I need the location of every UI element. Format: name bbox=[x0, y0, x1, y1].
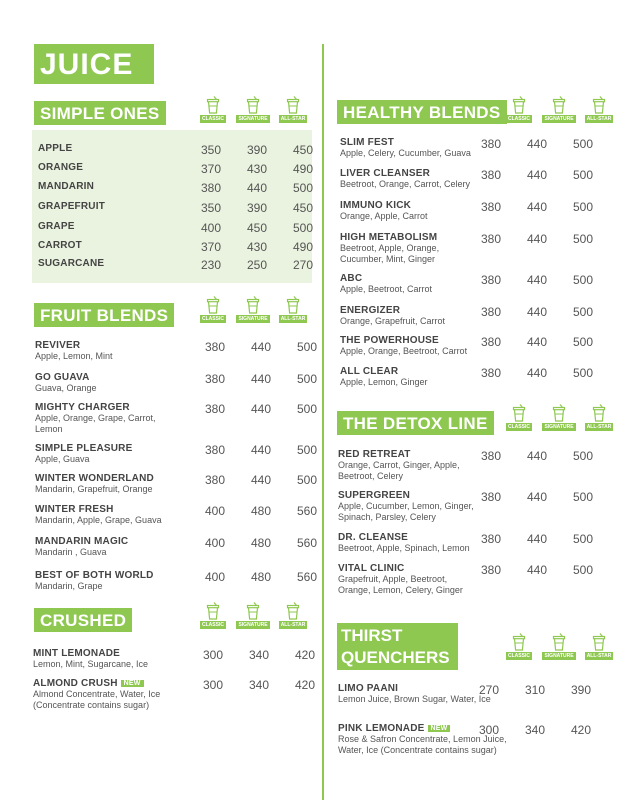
item-name-wrap bbox=[338, 532, 478, 543]
price-classic: 380 bbox=[480, 490, 502, 504]
price-signature: 440 bbox=[526, 532, 548, 546]
price-classic: 400 bbox=[200, 221, 222, 235]
cup-label: CLASSIC bbox=[202, 316, 224, 322]
item-name: SLIM FEST bbox=[340, 137, 395, 148]
price-signature: 480 bbox=[250, 504, 272, 518]
item-description: Mandarin, Grapefruit, Orange bbox=[35, 484, 153, 494]
item-prices bbox=[468, 137, 606, 151]
classic-cup-icon bbox=[501, 404, 537, 431]
price-all-star: 420 bbox=[570, 723, 592, 737]
section-title-crushed: CRUSHED bbox=[34, 608, 132, 632]
cup-icons bbox=[501, 96, 621, 123]
price-signature: 440 bbox=[526, 305, 548, 319]
item-name: LIMO PAANI bbox=[338, 683, 399, 694]
price-all-star: 500 bbox=[572, 563, 594, 577]
cup-icons bbox=[195, 96, 315, 123]
price-classic: 380 bbox=[480, 305, 502, 319]
price-classic: 400 bbox=[204, 504, 226, 518]
menu-item bbox=[38, 162, 314, 176]
price-signature: 440 bbox=[526, 273, 548, 287]
cup-icons bbox=[501, 404, 621, 431]
item-prices bbox=[468, 168, 606, 182]
cup-label: ALL-STAR bbox=[586, 116, 612, 122]
price-signature: 440 bbox=[250, 473, 272, 487]
item-description: Apple, Beetroot, Carrot bbox=[340, 284, 433, 294]
item-description: Guava, Orange bbox=[35, 383, 97, 393]
price-signature: 440 bbox=[526, 137, 548, 151]
item-prices bbox=[192, 536, 330, 550]
all-star-cup-icon bbox=[581, 404, 617, 431]
item-description: Mandarin, Apple, Grape, Guava bbox=[35, 515, 162, 525]
price-signature: 430 bbox=[246, 240, 268, 254]
price-signature: 440 bbox=[250, 340, 272, 354]
item-name-wrap bbox=[340, 335, 480, 346]
section-title-thirst-quenchers bbox=[337, 623, 458, 670]
price-signature: 340 bbox=[248, 678, 270, 692]
cup-label: SIGNATURE bbox=[238, 316, 268, 322]
item-description: Apple, Lemon, Mint bbox=[35, 351, 113, 361]
cup-label: SIGNATURE bbox=[238, 622, 268, 628]
menu-item bbox=[35, 372, 318, 394]
item-name-wrap bbox=[35, 570, 175, 581]
item-description: Apple, Lemon, Ginger bbox=[340, 377, 428, 387]
cup-icons bbox=[195, 602, 315, 629]
item-name: WINTER FRESH bbox=[35, 504, 114, 515]
signature-cup-icon bbox=[235, 602, 271, 629]
item-description: Orange, Grapefruit, Carrot bbox=[340, 316, 446, 326]
cup-label: ALL-STAR bbox=[280, 116, 306, 122]
item-description: Apple, Orange, Grape, Carrot, Lemon bbox=[35, 413, 156, 434]
price-signature: 250 bbox=[246, 258, 268, 272]
price-classic: 270 bbox=[478, 683, 500, 697]
price-classic: 300 bbox=[202, 678, 224, 692]
item-name-wrap bbox=[38, 143, 72, 154]
price-classic: 380 bbox=[204, 340, 226, 354]
item-name: ABC bbox=[340, 273, 363, 284]
price-all-star: 270 bbox=[292, 258, 314, 272]
menu-item bbox=[33, 678, 316, 711]
price-signature: 480 bbox=[250, 536, 272, 550]
item-description: Beetroot, Apple, Orange, Cucumber, Mint, Ginger bbox=[340, 243, 440, 264]
price-classic: 380 bbox=[204, 473, 226, 487]
item-description: Lemon Juice, Brown Sugar, Water, Ice bbox=[338, 694, 491, 704]
price-signature: 310 bbox=[524, 683, 546, 697]
item-name-wrap bbox=[33, 678, 198, 689]
item-prices bbox=[188, 258, 326, 272]
item-name: ORANGE bbox=[38, 162, 84, 173]
item-prices bbox=[466, 723, 604, 737]
signature-cup-icon bbox=[235, 296, 271, 323]
cup-label: SIGNATURE bbox=[238, 116, 268, 122]
menu-item bbox=[35, 536, 318, 558]
menu-item bbox=[38, 258, 314, 272]
price-signature: 340 bbox=[248, 648, 270, 662]
signature-cup-icon bbox=[541, 96, 577, 123]
item-prices bbox=[468, 532, 606, 546]
price-all-star: 490 bbox=[292, 162, 314, 176]
price-classic: 380 bbox=[480, 232, 502, 246]
price-all-star: 500 bbox=[296, 402, 318, 416]
cup-label: SIGNATURE bbox=[544, 116, 574, 122]
price-classic: 230 bbox=[200, 258, 222, 272]
section-title-fruit-blends: FRUIT BLENDS bbox=[34, 303, 174, 327]
classic-cup-icon bbox=[501, 96, 537, 123]
item-prices bbox=[190, 648, 328, 662]
price-all-star: 500 bbox=[572, 168, 594, 182]
item-name-wrap bbox=[35, 372, 175, 383]
item-prices bbox=[468, 563, 606, 577]
price-classic: 380 bbox=[480, 200, 502, 214]
price-all-star: 390 bbox=[570, 683, 592, 697]
item-prices bbox=[192, 402, 330, 416]
price-classic: 380 bbox=[200, 181, 222, 195]
item-name-wrap bbox=[340, 200, 480, 211]
item-name-wrap bbox=[35, 536, 175, 547]
item-name: WINTER WONDERLAND bbox=[35, 473, 154, 484]
cup-label: ALL-STAR bbox=[280, 622, 306, 628]
all-star-cup-icon bbox=[581, 633, 617, 660]
price-classic: 350 bbox=[200, 143, 222, 157]
price-all-star: 490 bbox=[292, 240, 314, 254]
item-prices bbox=[192, 340, 330, 354]
item-name: SUGARCANE bbox=[38, 258, 105, 269]
price-all-star: 500 bbox=[572, 273, 594, 287]
price-all-star: 500 bbox=[572, 305, 594, 319]
menu-item bbox=[340, 305, 594, 327]
item-prices bbox=[468, 335, 606, 349]
item-name: APPLE bbox=[38, 143, 73, 154]
price-signature: 340 bbox=[524, 723, 546, 737]
item-prices bbox=[468, 305, 606, 319]
item-name: LIVER CLEANSER bbox=[340, 168, 431, 179]
item-prices bbox=[468, 490, 606, 504]
item-prices bbox=[188, 221, 326, 235]
menu-item bbox=[340, 335, 594, 357]
price-all-star: 560 bbox=[296, 536, 318, 550]
price-classic: 380 bbox=[480, 366, 502, 380]
menu-item bbox=[35, 504, 318, 526]
all-star-cup-icon bbox=[275, 602, 311, 629]
thirst-title-line1: THIRST bbox=[341, 626, 403, 645]
item-name: THE POWERHOUSE bbox=[340, 335, 439, 346]
price-all-star: 450 bbox=[292, 143, 314, 157]
item-name-wrap bbox=[38, 181, 94, 192]
price-all-star: 560 bbox=[296, 570, 318, 584]
price-signature: 440 bbox=[526, 168, 548, 182]
price-signature: 440 bbox=[526, 563, 548, 577]
menu-item bbox=[340, 200, 594, 222]
item-name-wrap bbox=[340, 168, 480, 179]
item-name: RED RETREAT bbox=[338, 449, 411, 460]
new-badge: NEW bbox=[428, 725, 451, 732]
item-prices bbox=[188, 181, 326, 195]
item-prices bbox=[468, 449, 606, 463]
price-all-star: 500 bbox=[572, 366, 594, 380]
item-prices bbox=[188, 143, 326, 157]
price-signature: 440 bbox=[526, 232, 548, 246]
item-prices bbox=[192, 570, 330, 584]
price-signature: 440 bbox=[250, 443, 272, 457]
item-name: GO GUAVA bbox=[35, 372, 90, 383]
item-name: MANDARIN bbox=[38, 181, 95, 192]
price-all-star: 500 bbox=[292, 181, 314, 195]
cup-label: ALL-STAR bbox=[586, 653, 612, 659]
cup-label: CLASSIC bbox=[202, 116, 224, 122]
item-description: Orange, Carrot, Ginger, Apple, Beetroot, Celery bbox=[338, 460, 460, 481]
item-name: BEST OF BOTH WORLD bbox=[35, 570, 154, 581]
item-prices bbox=[468, 200, 606, 214]
cup-label: CLASSIC bbox=[508, 424, 530, 430]
cup-label: CLASSIC bbox=[508, 653, 530, 659]
price-signature: 430 bbox=[246, 162, 268, 176]
price-classic: 300 bbox=[478, 723, 500, 737]
all-star-cup-icon bbox=[275, 296, 311, 323]
price-signature: 440 bbox=[526, 366, 548, 380]
item-description: Lemon, Mint, Sugarcane, Ice bbox=[33, 659, 149, 669]
item-name-wrap bbox=[38, 201, 105, 212]
item-name: MIGHTY CHARGER bbox=[35, 402, 130, 413]
item-description: Apple, Celery, Cucumber, Guava bbox=[340, 148, 471, 158]
price-all-star: 500 bbox=[572, 490, 594, 504]
menu-item bbox=[338, 563, 594, 596]
item-description: Apple, Orange, Beetroot, Carrot bbox=[340, 346, 468, 356]
thirst-title-line2: QUENCHERS bbox=[341, 648, 450, 667]
item-prices bbox=[192, 473, 330, 487]
menu-item bbox=[338, 683, 592, 705]
item-name: IMMUNO KICK bbox=[340, 200, 412, 211]
price-signature: 440 bbox=[250, 402, 272, 416]
menu-item bbox=[338, 723, 592, 756]
price-classic: 380 bbox=[480, 168, 502, 182]
price-all-star: 500 bbox=[572, 200, 594, 214]
menu-item bbox=[35, 570, 318, 592]
price-signature: 440 bbox=[246, 181, 268, 195]
item-name: DR. CLEANSE bbox=[338, 532, 408, 543]
item-prices bbox=[188, 201, 326, 215]
menu-item bbox=[35, 340, 318, 362]
price-classic: 400 bbox=[204, 536, 226, 550]
menu-item bbox=[38, 221, 314, 235]
all-star-cup-icon bbox=[581, 96, 617, 123]
price-classic: 380 bbox=[204, 402, 226, 416]
cup-label: SIGNATURE bbox=[544, 424, 574, 430]
classic-cup-icon bbox=[195, 296, 231, 323]
classic-cup-icon bbox=[501, 633, 537, 660]
menu-item bbox=[338, 490, 594, 523]
price-all-star: 500 bbox=[572, 532, 594, 546]
price-classic: 370 bbox=[200, 162, 222, 176]
item-name: GRAPE bbox=[38, 221, 75, 232]
price-classic: 300 bbox=[202, 648, 224, 662]
item-prices bbox=[188, 240, 326, 254]
item-description: Apple, Cucumber, Lemon, Ginger, Spinach, Parsley, Celery bbox=[338, 501, 474, 522]
item-description: Beetroot, Apple, Spinach, Lemon bbox=[338, 543, 470, 553]
price-classic: 380 bbox=[480, 137, 502, 151]
price-all-star: 500 bbox=[572, 232, 594, 246]
section-title-detox-line: THE DETOX LINE bbox=[337, 411, 494, 435]
item-name-wrap bbox=[35, 473, 175, 484]
item-description: Mandarin, Grape bbox=[35, 581, 103, 591]
item-name-wrap bbox=[340, 273, 480, 284]
price-all-star: 500 bbox=[296, 372, 318, 386]
item-description: Rose & Safron Concentrate, Lemon Juice, Water, Ice (Concentrate contains sugar) bbox=[338, 734, 507, 755]
menu-item bbox=[33, 648, 316, 670]
page-title: JUICE bbox=[34, 44, 154, 84]
price-classic: 380 bbox=[480, 273, 502, 287]
menu-item bbox=[340, 137, 594, 159]
item-prices bbox=[192, 443, 330, 457]
price-all-star: 500 bbox=[296, 473, 318, 487]
item-name: GRAPEFRUIT bbox=[38, 201, 105, 212]
classic-cup-icon bbox=[195, 96, 231, 123]
item-description: Grapefruit, Apple, Beetroot, Orange, Lemon, Celery, Ginger bbox=[338, 574, 463, 595]
item-name-wrap bbox=[338, 563, 478, 574]
all-star-cup-icon bbox=[275, 96, 311, 123]
item-name-wrap bbox=[340, 305, 480, 316]
price-all-star: 420 bbox=[294, 648, 316, 662]
price-all-star: 500 bbox=[296, 340, 318, 354]
item-prices bbox=[192, 504, 330, 518]
new-badge: NEW bbox=[121, 680, 144, 687]
cup-label: CLASSIC bbox=[508, 116, 530, 122]
item-name: HIGH METABOLISM bbox=[340, 232, 438, 243]
item-name-wrap bbox=[38, 162, 83, 173]
price-classic: 380 bbox=[480, 532, 502, 546]
price-signature: 480 bbox=[250, 570, 272, 584]
item-name-wrap bbox=[338, 449, 478, 460]
classic-cup-icon bbox=[195, 602, 231, 629]
section-title-simple-ones: SIMPLE ONES bbox=[34, 101, 166, 125]
item-name: SUPERGREEN bbox=[338, 490, 411, 501]
price-all-star: 500 bbox=[296, 443, 318, 457]
item-name: ENERGIZER bbox=[340, 305, 401, 316]
item-prices bbox=[188, 162, 326, 176]
item-prices bbox=[468, 232, 606, 246]
item-name-wrap bbox=[35, 443, 175, 454]
price-signature: 390 bbox=[246, 201, 268, 215]
item-name-wrap bbox=[340, 232, 480, 243]
cup-icons bbox=[195, 296, 315, 323]
item-name-wrap bbox=[35, 402, 175, 413]
item-name-wrap bbox=[38, 240, 82, 251]
menu-item bbox=[340, 273, 594, 295]
price-classic: 380 bbox=[480, 335, 502, 349]
item-name: CARROT bbox=[38, 240, 82, 251]
cup-icons bbox=[501, 633, 621, 660]
menu-item bbox=[38, 181, 314, 195]
item-name-wrap bbox=[38, 221, 75, 232]
price-signature: 440 bbox=[526, 490, 548, 504]
item-name-wrap bbox=[33, 648, 198, 659]
menu-item bbox=[338, 532, 594, 554]
item-name-wrap bbox=[38, 258, 104, 269]
section-title-healthy-blends: HEALTHY BLENDS bbox=[337, 100, 507, 124]
price-classic: 350 bbox=[200, 201, 222, 215]
price-all-star: 500 bbox=[572, 449, 594, 463]
item-description: Orange, Apple, Carrot bbox=[340, 211, 428, 221]
cup-label: CLASSIC bbox=[202, 622, 224, 628]
item-name: ALMOND CRUSH bbox=[33, 678, 118, 689]
price-signature: 440 bbox=[526, 449, 548, 463]
item-name-wrap bbox=[35, 504, 175, 515]
price-classic: 400 bbox=[204, 570, 226, 584]
menu-item bbox=[35, 443, 318, 465]
cup-label: SIGNATURE bbox=[544, 653, 574, 659]
price-all-star: 420 bbox=[294, 678, 316, 692]
item-description: Beetroot, Orange, Carrot, Celery bbox=[340, 179, 471, 189]
price-classic: 380 bbox=[204, 443, 226, 457]
menu-item bbox=[340, 232, 594, 265]
cup-label: ALL-STAR bbox=[586, 424, 612, 430]
item-prices bbox=[190, 678, 328, 692]
item-prices bbox=[468, 273, 606, 287]
price-classic: 370 bbox=[200, 240, 222, 254]
menu-item bbox=[35, 473, 318, 495]
price-signature: 390 bbox=[246, 143, 268, 157]
price-classic: 380 bbox=[480, 449, 502, 463]
item-prices bbox=[468, 366, 606, 380]
item-name-wrap bbox=[35, 340, 175, 351]
item-name: ALL CLEAR bbox=[340, 366, 399, 377]
signature-cup-icon bbox=[541, 633, 577, 660]
price-all-star: 500 bbox=[572, 137, 594, 151]
item-name: MANDARIN MAGIC bbox=[35, 536, 129, 547]
price-classic: 380 bbox=[204, 372, 226, 386]
price-signature: 450 bbox=[246, 221, 268, 235]
price-all-star: 450 bbox=[292, 201, 314, 215]
item-description: Mandarin , Guava bbox=[35, 547, 107, 557]
item-description: Apple, Guava bbox=[35, 454, 90, 464]
item-name: PINK LEMONADE bbox=[338, 723, 425, 734]
item-name: SIMPLE PLEASURE bbox=[35, 443, 133, 454]
price-all-star: 500 bbox=[572, 335, 594, 349]
menu-item bbox=[38, 201, 314, 215]
item-name-wrap bbox=[340, 366, 480, 377]
item-name: MINT LEMONADE bbox=[33, 648, 121, 659]
price-signature: 440 bbox=[250, 372, 272, 386]
menu-item bbox=[340, 366, 594, 388]
menu-item bbox=[340, 168, 594, 190]
menu-item bbox=[35, 402, 318, 435]
item-description: Almond Concentrate, Water, Ice (Concentrate contains sugar) bbox=[33, 689, 161, 710]
menu-item bbox=[338, 449, 594, 482]
signature-cup-icon bbox=[235, 96, 271, 123]
item-name: REVIVER bbox=[35, 340, 81, 351]
menu-item bbox=[38, 240, 314, 254]
cup-label: ALL-STAR bbox=[280, 316, 306, 322]
item-prices bbox=[192, 372, 330, 386]
item-prices bbox=[466, 683, 604, 697]
signature-cup-icon bbox=[541, 404, 577, 431]
price-classic: 380 bbox=[480, 563, 502, 577]
item-name-wrap bbox=[340, 137, 480, 148]
item-name: VITAL CLINIC bbox=[338, 563, 405, 574]
price-signature: 440 bbox=[526, 200, 548, 214]
menu-item bbox=[38, 143, 314, 157]
price-all-star: 560 bbox=[296, 504, 318, 518]
price-all-star: 500 bbox=[292, 221, 314, 235]
price-signature: 440 bbox=[526, 335, 548, 349]
item-name-wrap bbox=[338, 490, 478, 501]
